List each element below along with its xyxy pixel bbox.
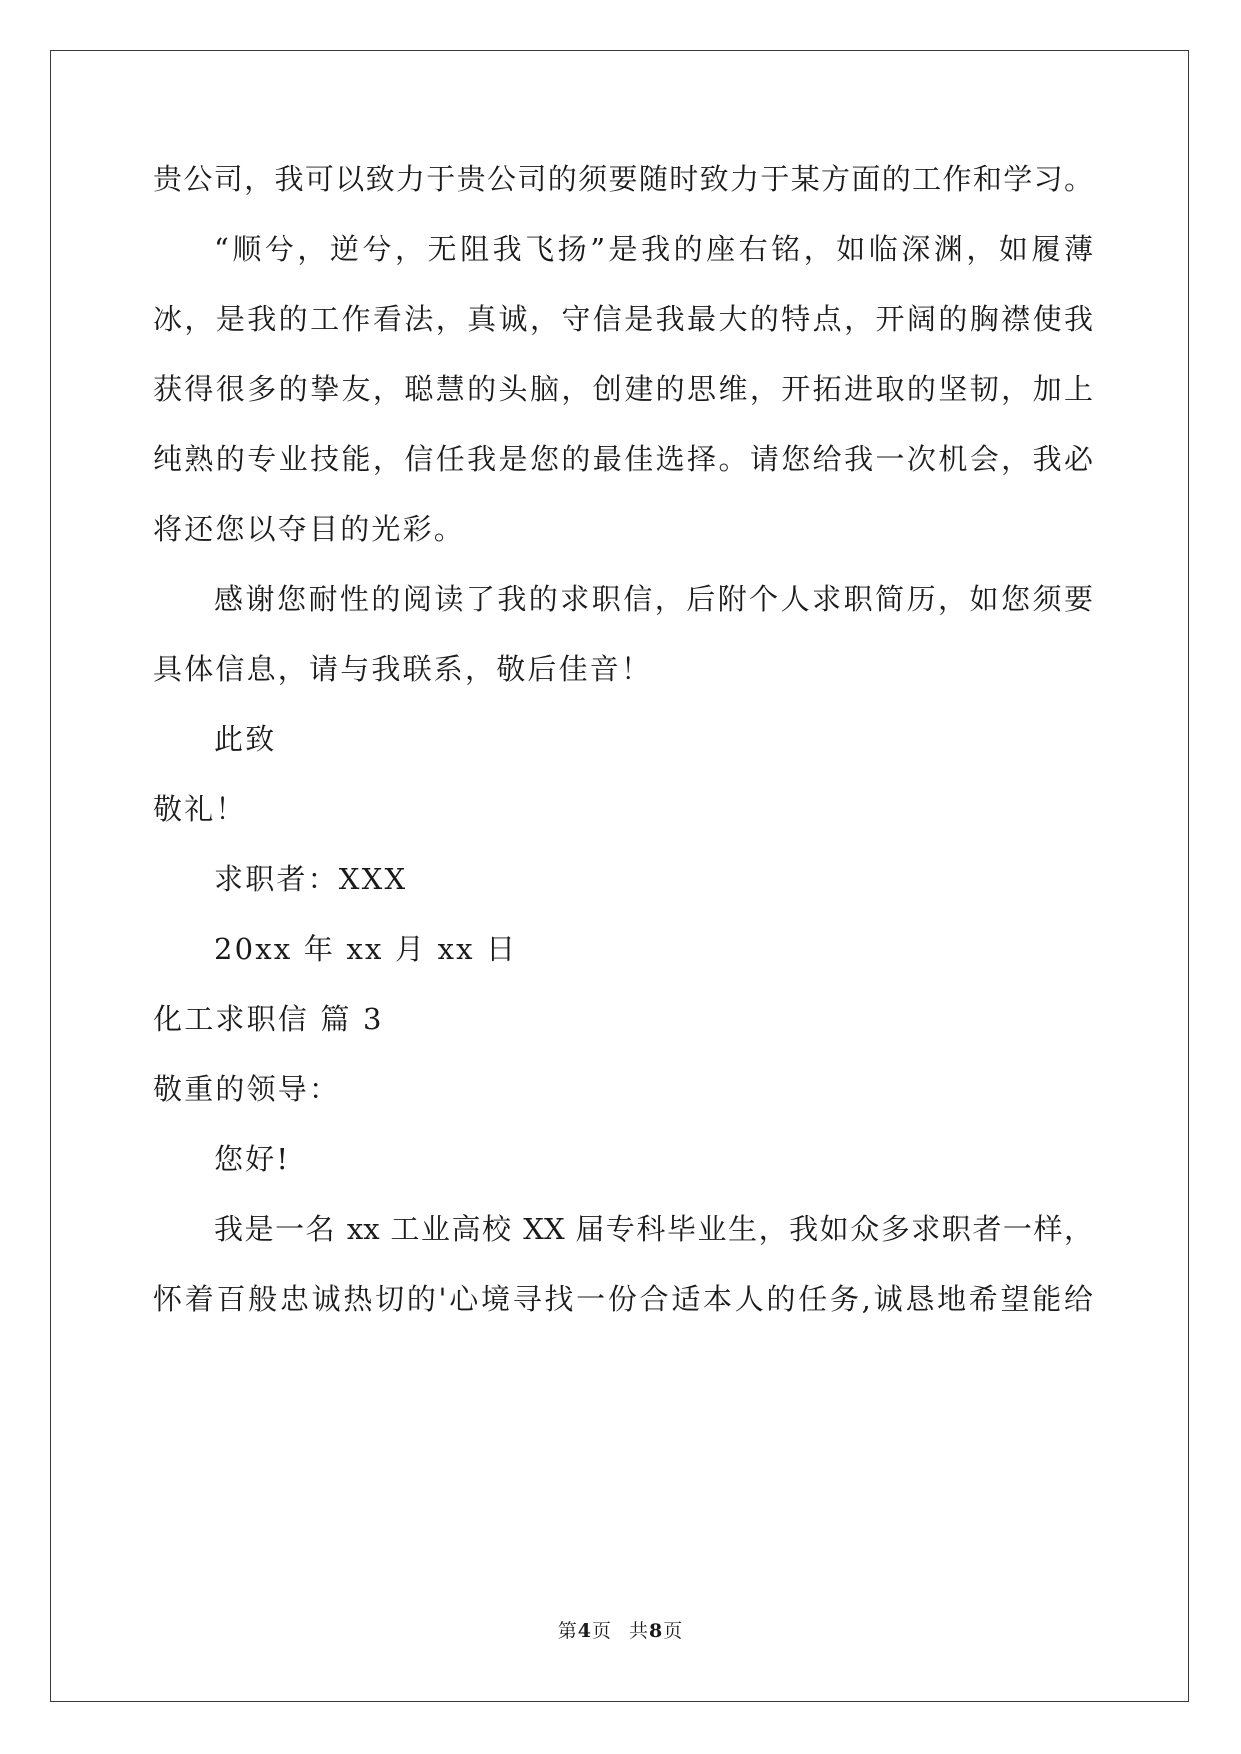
body-line: 获得很多的挚友，聪慧的头脑，创建的思维，开拓进取的坚韧，加上 — [153, 372, 1093, 406]
page-current: 4 — [577, 1620, 592, 1642]
page-footer — [0, 1616, 1241, 1643]
body-line: 纯熟的专业技能，信任我是您的最佳选择。请您给我一次机会，我必 — [153, 442, 1093, 476]
body-line: 怀着百般忠诚热切的'心境寻找一份合适本人的任务,诚恳地希望能给 — [153, 1282, 1093, 1316]
body-line: 具体信息，请与我联系，敬后佳音！ — [153, 652, 653, 686]
signature-line: 求职者：XXX — [214, 862, 408, 896]
body-line: 将还您以夺目的光彩。 — [153, 512, 466, 546]
body-line: 贵公司，我可以致力于贵公司的须要随时致力于某方面的工作和学习。 — [153, 162, 1093, 196]
greeting-line: 敬重的领导： — [153, 1072, 341, 1106]
body-line: 我是一名 xx 工业高校 XX 届专科毕业生，我如众多求职者一样， — [214, 1212, 1093, 1246]
closing-line: 此致 — [214, 722, 277, 756]
body-line: 感谢您耐性的阅读了我的求职信，后附个人求职简历，如您须要 — [214, 582, 1093, 616]
date-line: 20xx 年 xx 月 xx 日 — [214, 932, 518, 966]
page-mid: 页 共 — [591, 1620, 650, 1642]
page-prefix: 第 — [557, 1620, 578, 1642]
body-line: “顺兮，逆兮，无阻我飞扬”是我的座右铭，如临深渊，如履薄 — [214, 232, 1093, 266]
page-suffix: 页 — [663, 1620, 684, 1642]
salutation-line: 敬礼！ — [153, 792, 247, 826]
page-total: 8 — [649, 1620, 664, 1642]
body-line: 冰，是我的工作看法，真诚，守信是我最大的特点，开阔的胸襟使我 — [153, 302, 1093, 336]
greeting-line: 您好! — [214, 1142, 291, 1176]
section-heading: 化工求职信 篇 3 — [153, 1002, 384, 1036]
